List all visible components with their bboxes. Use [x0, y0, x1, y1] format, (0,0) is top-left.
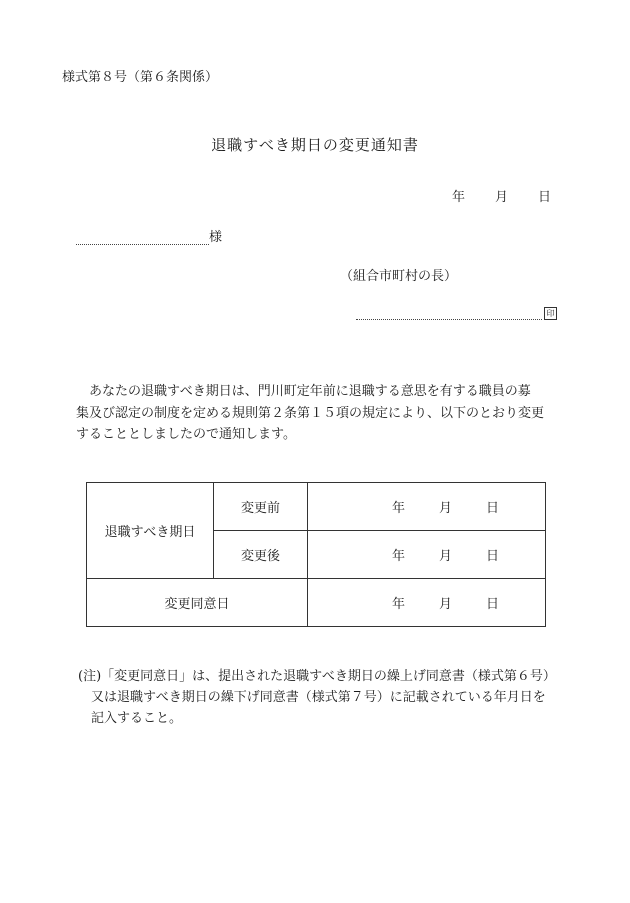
addressee — [76, 226, 222, 245]
body-line: することとしましたので通知します。 — [76, 427, 296, 442]
body-line: 集及び認定の制度を定める規則第２条第１５項の規定により、以下のとおり変更 — [76, 405, 545, 421]
form-number: 様式第８号（第６条関係） — [62, 70, 219, 85]
after-change-label: 変更後 — [214, 531, 308, 579]
document-title: 退職すべき期日の変更通知書 — [211, 136, 419, 154]
after-change-date — [308, 531, 546, 579]
day-label: 日 — [486, 549, 500, 564]
sender-signature — [356, 305, 557, 320]
seal-mark: 印 — [544, 307, 557, 320]
date-change-table — [86, 482, 546, 627]
month-label: 月 — [439, 549, 453, 564]
year-label: 年 — [392, 597, 406, 612]
table-row — [87, 483, 546, 531]
consent-date — [308, 579, 546, 627]
day-label: 日 — [486, 597, 500, 612]
sender-role: （組合市町村の長） — [340, 269, 458, 284]
day-label: 日 — [538, 190, 552, 205]
before-change-label: 変更前 — [214, 483, 308, 531]
body-line: あなたの退職すべき期日は、門川町定年前に退職する意思を有する職員の募 — [89, 384, 531, 399]
year-label: 年 — [392, 549, 406, 564]
note-line: 又は退職すべき期日の繰下げ同意書（様式第７号）に記載されている年月日を — [91, 690, 546, 705]
footnote — [78, 666, 556, 729]
body-text — [76, 381, 566, 446]
issue-date — [452, 186, 551, 205]
addressee-suffix: 様 — [209, 230, 223, 245]
note-line: 記入すること。 — [91, 711, 183, 726]
retirement-date-label: 退職すべき期日 — [87, 483, 214, 579]
addressee-name-line — [76, 230, 209, 245]
month-label: 月 — [439, 597, 453, 612]
sender-name-line — [356, 305, 542, 320]
consent-date-label: 変更同意日 — [87, 579, 308, 627]
month-label: 月 — [495, 190, 509, 205]
day-label: 日 — [486, 501, 500, 516]
table-row — [87, 579, 546, 627]
before-change-date — [308, 483, 546, 531]
note-line: (注)「変更同意日」は、提出された退職すべき期日の繰上げ同意書（様式第６号） — [78, 669, 556, 684]
year-label: 年 — [392, 501, 406, 516]
year-label: 年 — [452, 190, 466, 205]
month-label: 月 — [439, 501, 453, 516]
